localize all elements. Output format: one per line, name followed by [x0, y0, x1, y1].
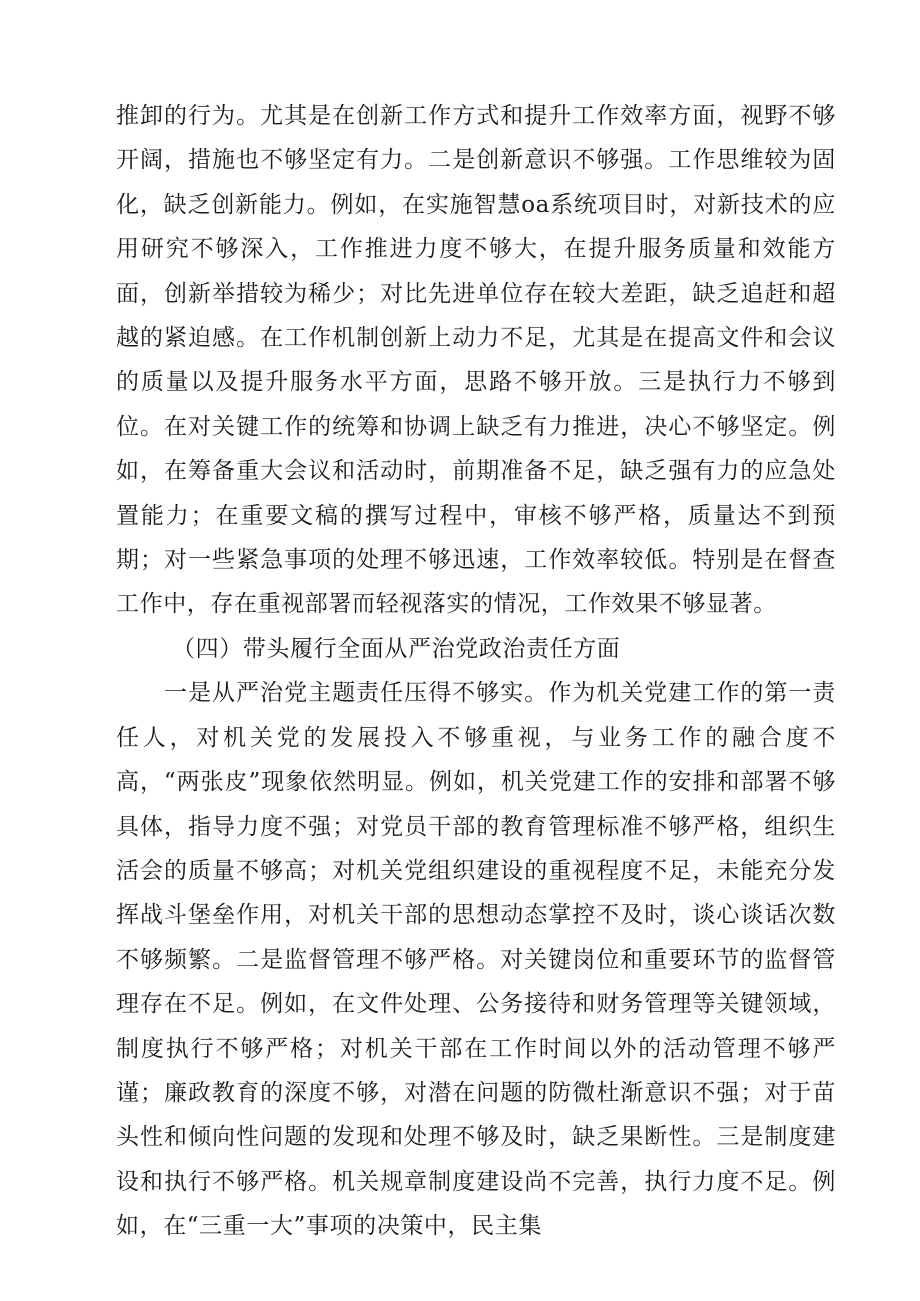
- paragraph-party-responsibility: 一是从严治党主题责任压得不够实。作为机关党建工作的第一责任人，对机关党的发展投入不够重视，与业务工作的融合度不高，“两张皮”现象依然明显。例如，机关党建工作的安排和部署不够具体，指导力度不强；对党员干部的教育管理标准不够严格，组织生活会的质量不够高；对机关党组织建设的重视程度不足，未能充分发挥战斗堡垒作用，对机关干部的思想动态掌控不及时，谈心谈话次数不够频繁。二是监督管理不够严格。对关键岗位和重要环节的监督管理存在不足。例如，在文件处理、公务接待和财务管理等关键领域，制度执行不够严格；对机关干部在工作时间以外的活动管理不够严谨；廉政教育的深度不够，对潜在问题的防微杜渐意识不强；对于苗头性和倾向性问题的发现和处理不够及时，缺乏果断性。三是制度建设和执行不够严格。机关规章制度建设尚不完善，执行力度不足。例如，在“三重一大”事项的决策中，民主集: [116, 680, 836, 1240]
- paragraph-innovation-execution: 推卸的行为。尤其是在创新工作方式和提升工作效率方面，视野不够开阔，措施也不够坚定有力。二是创新意识不够强。工作思维较为固化，缺乏创新能力。例如，在实施智慧oa系统项目时，对新技术的应用研究不够深入，工作推进力度不够大，在提升服务质量和效能方面，创新举措较为稀少；对比先进单位存在较大差距，缺乏追赶和超越的紧迫感。在工作机制创新上动力不足，尤其是在提高文件和会议的质量以及提升服务水平方面，思路不够开放。三是执行力不够到位。在对关键工作的统筹和协调上缺乏有力推进，决心不够坚定。例如，在筹备重大会议和活动时，前期准备不足，缺乏强有力的应急处置能力；在重要文稿的撰写过程中，审核不够严格，质量达不到预期；对一些紧急事项的处理不够迅速，工作效率较低。特别是在督查工作中，存在重视部署而轻视落实的情况，工作效果不够显著。: [116, 103, 836, 618]
- section-heading-four: （四）带头履行全面从严治党政治责任方面: [172, 635, 621, 662]
- document-body: [116, 94, 836, 1249]
